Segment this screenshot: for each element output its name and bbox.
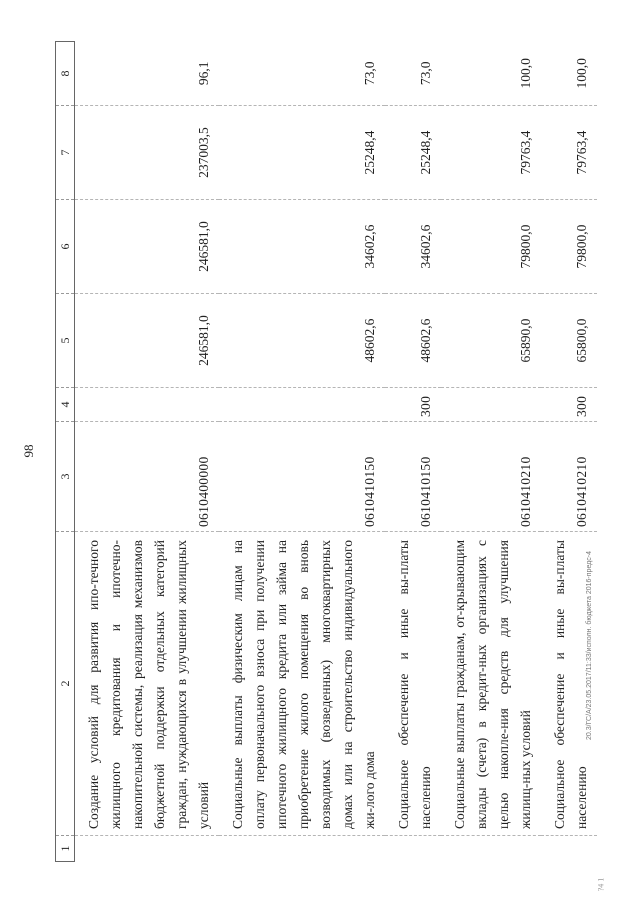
header-cell-2: 2 [56, 532, 75, 836]
row-value-5: 48602,6 [219, 294, 385, 388]
header-cell-3: 3 [56, 422, 75, 532]
row-value-7: 237003,5 [75, 106, 220, 200]
row-spacer [441, 836, 541, 862]
header-cell-1: 1 [56, 836, 75, 862]
row-value-6: 34602,6 [219, 200, 385, 294]
budget-table [55, 41, 597, 862]
row-value-8: 100,0 [541, 42, 597, 106]
table-row [385, 42, 441, 862]
table-row [219, 42, 385, 862]
row-code: 0610410210 [441, 422, 541, 532]
row-value-6: 246581,0 [75, 200, 220, 294]
row-spacer [75, 836, 220, 862]
corner-mark: ?4 1 [596, 877, 606, 892]
row-value-8: 100,0 [441, 42, 541, 106]
row-code: 0610410150 [385, 422, 441, 532]
footer-note: 20.3/ГС/А/23.05.2017/11:33/исполн. бюджета 2016-предс-4 [586, 551, 593, 740]
row-code: 0610410150 [219, 422, 385, 532]
row-name: Социальное обеспечение и иные вы-платы населению [541, 532, 597, 836]
row-value-8: 73,0 [219, 42, 385, 106]
row-code: 0610400000 [75, 422, 220, 532]
row-value-6: 34602,6 [385, 200, 441, 294]
row-value-7: 79763,4 [541, 106, 597, 200]
row-spacer [385, 836, 441, 862]
table-row [75, 42, 220, 862]
row-vr [219, 388, 385, 422]
rotated-table-area [55, 42, 589, 862]
page-number: 98 [21, 444, 36, 458]
header-cell-4: 4 [56, 388, 75, 422]
row-code: 0610410210 [541, 422, 597, 532]
row-value-5: 246581,0 [75, 294, 220, 388]
table-row [441, 42, 541, 862]
row-name: Социальные выплаты гражданам, от-крывающим вклады (счета) в кредит-ных организациях с целью накопле-ния средств для улучшения жилищ-ных условий [441, 532, 541, 836]
row-value-6: 79800,0 [441, 200, 541, 294]
row-value-5: 48602,6 [385, 294, 441, 388]
table-header [56, 42, 75, 862]
row-value-6: 79800,0 [541, 200, 597, 294]
header-cell-8: 8 [56, 42, 75, 106]
row-value-8: 73,0 [385, 42, 441, 106]
row-value-8: 96,1 [75, 42, 220, 106]
header-cell-5: 5 [56, 294, 75, 388]
header-cell-7: 7 [56, 106, 75, 200]
row-value-5: 65800,0 [541, 294, 597, 388]
row-name: Создание условий для развития ипо-течного жилищного кредитования и ипотечно-накопительной системы, реализация механизмов бюджетной поддержки отдельных категорий граждан, нуждающихся в улучшении жилищных условий [75, 532, 220, 836]
row-vr: 300 [385, 388, 441, 422]
row-vr [441, 388, 541, 422]
row-value-7: 25248,4 [219, 106, 385, 200]
row-vr: 300 [541, 388, 597, 422]
row-spacer [541, 836, 597, 862]
row-name: Социальные выплаты физическим лицам на оплату первоначального взноса при получении ипотечного жилищного кредита или займа на приобретение жилого помещения во вновь возводимых (возведенных) многоквартирных домах или на строительство индивидуального жи-лого дома [219, 532, 385, 836]
row-value-7: 25248,4 [385, 106, 441, 200]
row-spacer [219, 836, 385, 862]
header-cell-6: 6 [56, 200, 75, 294]
row-value-5: 65890,0 [441, 294, 541, 388]
row-vr [75, 388, 220, 422]
row-name: Социальное обеспечение и иные вы-платы населению [385, 532, 441, 836]
row-value-7: 79763,4 [441, 106, 541, 200]
